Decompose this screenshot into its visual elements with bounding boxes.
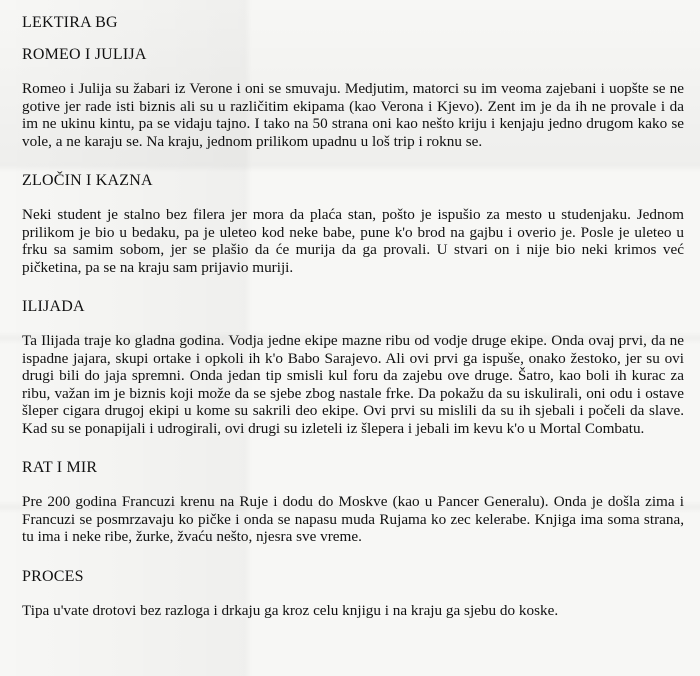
section-rat-i-mir [22, 459, 684, 546]
section-heading: PROCES [22, 567, 84, 585]
section-zlocin-i-kazna [22, 172, 684, 276]
document-title: LEKTIRA BG [22, 14, 118, 31]
section-proces [22, 568, 684, 620]
section-heading: ILIJADA [22, 298, 85, 315]
section-heading: RAT I MIR [22, 459, 98, 476]
section-body: Ta Ilijada traje ko gladna godina. Vodja jedne ekipe mazne ribu od vodje druge ekipe. Onda ovaj prvi, da ne ispadne jajara, skupi ortake i opkoli ih k'o Babo Sarajevo. Ali ovi prvi ga ispuše, onako žestoko, jer su ovi drugi bili do jaja spremni. Onda jedan tip smisli kul foru da zajebu ove druge. Šatro, kao boli ih kurac za ribu, važan im je biznis koji može da se sjebe zbog nastale frke. Da pokažu da su iskulirali, oni odu i ostave šleper cigara drugoj ekipi u kome su sakrili deo ekipe. Ovi prvi su mislili da su ih sjebali i počeli da slave. Kad su se ponapijali i udrogirali, ovi drugi su izleteli iz šlepera i jebali im kevu k'o u Mortal Combatu. [22, 332, 684, 437]
section-ilijada [22, 298, 684, 437]
section-body: Pre 200 godina Francuzi krenu na Ruje i dodu do Moskve (kao u Pancer Generalu). Onda je došla zima i Francuzi se posmrzavaju ko pičke i onda se napasu muda Rujama ko zec kelerabe. Knjiga ima soma strana, tu ima i neke ribe, žurke, žvaću nešto, njesra sve vreme. [22, 493, 684, 545]
section-body: Tipa u'vate drotovi bez razloga i drkaju ga kroz celu knjigu i na kraju ga sjebu do koske. [22, 601, 559, 619]
section-body: Romeo i Julija su žabari iz Verone i oni se smuvaju. Medjutim, matorci su im veoma zajebani i uopšte se ne gotive jer rade isti biznis ali su u različitim ekipama (kao Verona i Kjevo). Zent im je da ih ne provale i da im ne ukinu kintu, pa se vidaju tajno. I tako na 50 strana oni kao nešto kriju i kenjaju jedno drugom kako se vole, a ne karaju se. Na kraju, jednom prilikom upadnu u loš trip i roknu se. [22, 80, 684, 150]
section-romeo-i-julija [22, 46, 684, 150]
section-body: Neki student je stalno bez filera jer mora da plaća stan, pošto je ispušio za mesto u studenjaku. Jednom prilikom je bio u bedaku, pa je uleteo kod neke babe, pune k'o brod na gajbu i overio je. Posle je uleteo u frku sa samim sobom, jer se plašio da će murija da ga provali. U stvari on i nije bio neki krimos već pičketina, pa se na kraju sam prijavio muriji. [22, 206, 684, 276]
section-heading: ROMEO I JULIJA [22, 46, 147, 63]
section-heading: ZLOČIN I KAZNA [22, 172, 153, 189]
